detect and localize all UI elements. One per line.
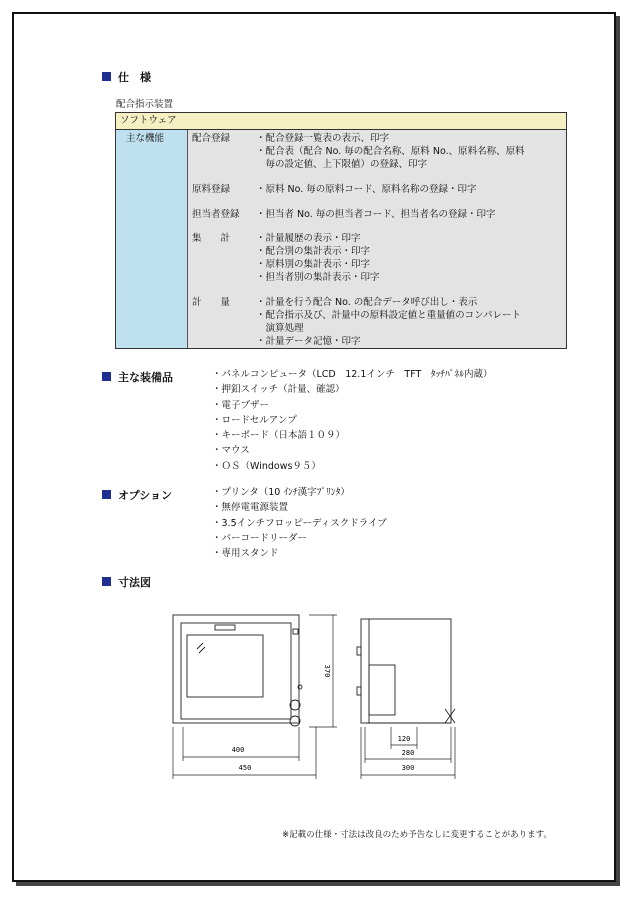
row-label-haigo: 配合登録	[192, 133, 231, 144]
options-heading: オプション	[118, 489, 173, 502]
dimensions-heading: 寸法図	[118, 576, 151, 589]
front-bezel	[181, 623, 291, 719]
list-item: ・パネルコンピュータ（LCD 12.1インチ TFT ﾀｯﾁﾊﾟﾈﾙ内蔵）	[212, 369, 493, 380]
row-line: ・担当者別の集計表示・印字	[256, 272, 380, 283]
row-line: ・配合指示及び、計量中の原料設定値と重量値のコンパレート	[256, 310, 521, 321]
dim-400: 400	[231, 746, 245, 754]
list-item: ・キーボード（日本語１０９）	[212, 430, 346, 442]
row-line: ・計量データ記憶・印字	[256, 336, 361, 347]
button-icon	[290, 700, 300, 710]
row-label-shukei: 集 計	[192, 233, 231, 244]
spec-sheet-page	[12, 12, 616, 882]
front-view	[173, 615, 302, 726]
list-item: ・専用スタンド	[212, 548, 279, 560]
row-label-genryo: 原料登録	[192, 184, 231, 195]
side-body	[361, 619, 451, 723]
category-column	[116, 130, 188, 348]
category-label: 主な機能	[126, 133, 165, 144]
screen	[187, 635, 263, 697]
row-line: 毎の設定値、上下限値）の登録、印字	[256, 159, 428, 170]
list-item: ・3.5インチフロッピーディスクドライブ	[212, 517, 387, 529]
dim-450: 450	[238, 764, 252, 772]
section-marker-icon	[102, 490, 111, 499]
list-item: ・マウス	[212, 445, 250, 457]
side-view	[357, 619, 455, 723]
front-outer-frame	[173, 615, 299, 723]
row-line: ・原料別の集計表示・印字	[256, 259, 371, 270]
row-line: ・担当者 No. 毎の担当者コード、担当者名の登録・印字	[256, 209, 496, 220]
list-item: ・ロードセルアンプ	[212, 414, 297, 426]
options-list	[212, 485, 387, 561]
dimension-drawing	[159, 609, 459, 779]
list-item: ・無停電電源装置	[212, 502, 289, 514]
row-line: ・配合別の集計表示・印字	[256, 246, 371, 257]
section-marker-icon	[102, 372, 111, 381]
equipment-heading: 主な装備品	[118, 371, 173, 384]
button-icon	[290, 716, 300, 726]
spec-heading: 仕 様	[118, 71, 151, 84]
dim-300: 300	[401, 764, 415, 772]
footnote: ※記載の仕様・寸法は改良のため予告なしに変更することがあります。	[282, 830, 552, 840]
row-line: ・計量を行う配合 No. の配合データ呼び出し・表示	[256, 297, 478, 308]
section-marker-icon	[102, 577, 111, 586]
dim-280: 280	[401, 749, 415, 757]
dim-120: 120	[397, 735, 411, 743]
section-marker-icon	[102, 72, 111, 81]
list-item: ・電子ブザー	[212, 399, 270, 411]
list-item: ・バーコードリーダー	[212, 532, 308, 544]
row-line: ・計量履歴の表示・印字	[256, 233, 361, 244]
equipment-list	[212, 367, 493, 474]
row-line: ・配合表（配合 No. 毎の配合名称、原料 No.、原料名称、原料	[256, 146, 525, 157]
row-line: ・配合登録一覧表の表示、印字	[256, 133, 390, 144]
table-header: ソフトウェア	[120, 115, 177, 126]
row-label-tanto: 担当者登録	[192, 209, 240, 220]
row-line: ・原料 No. 毎の原料コード、原料名称の登録・印字	[256, 184, 477, 195]
software-table	[115, 112, 567, 349]
row-line: 演算処理	[256, 323, 304, 334]
list-item: ・ＯＳ（Windows９５）	[212, 460, 321, 472]
row-label-keiryo: 計 量	[192, 297, 231, 308]
dim-370: 370	[323, 664, 331, 678]
list-item: ・プリンタ（10 ｲﾝﾁ漢字ﾌﾟﾘﾝﾀ）	[212, 487, 350, 498]
indicator-icon	[293, 629, 298, 634]
list-item: ・押釦スイッチ（計量、確認）	[212, 384, 345, 396]
product-name: 配合指示装置	[116, 99, 174, 110]
top-slot	[215, 625, 235, 630]
table-header-bar	[116, 113, 566, 130]
side-panel	[369, 665, 395, 715]
